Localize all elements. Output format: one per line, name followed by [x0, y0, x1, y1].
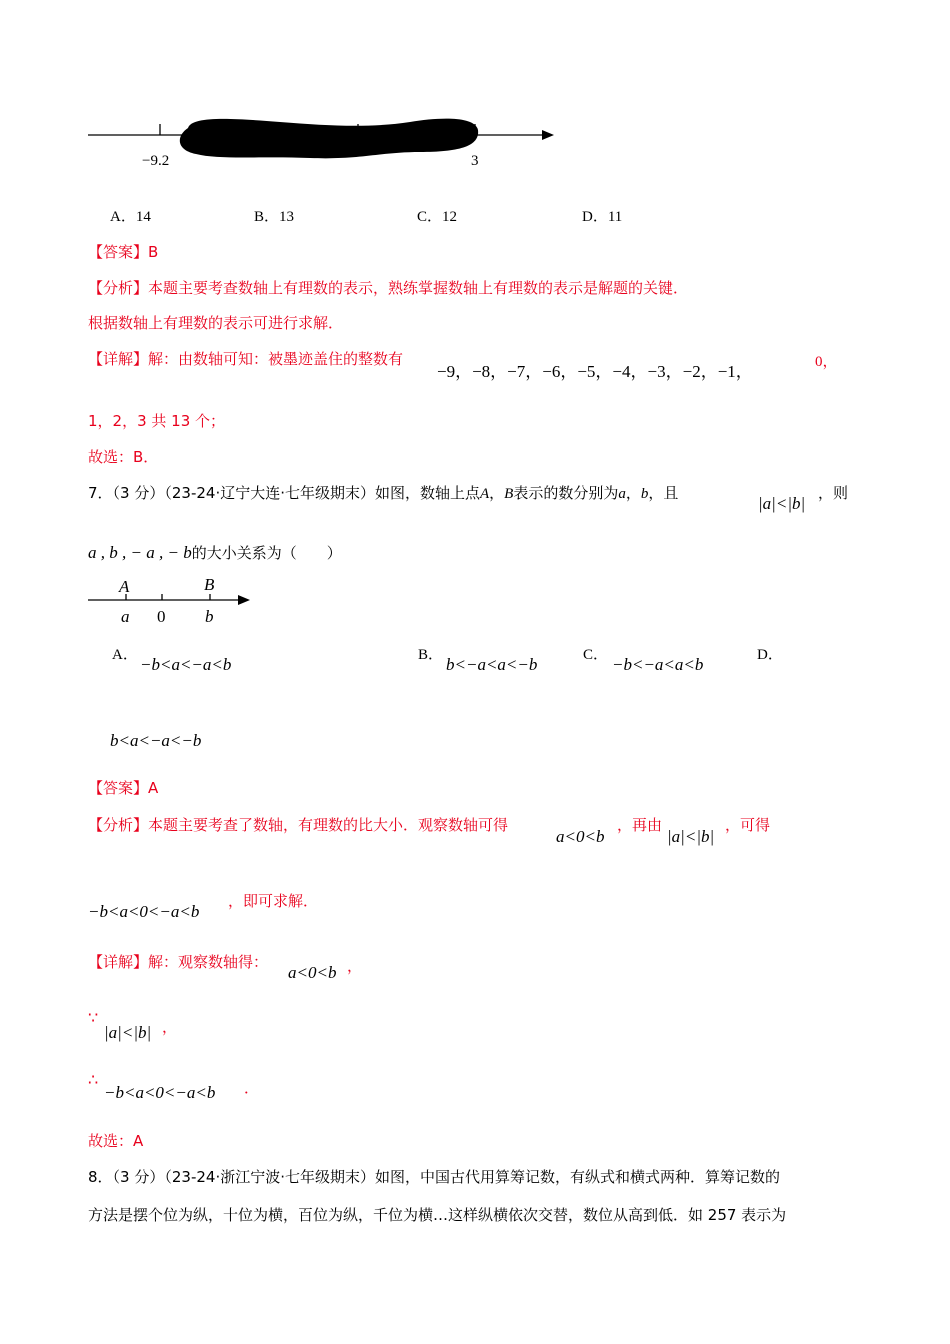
- q7-analysis: 【分析】本题主要考查了数轴，有理数的比大小．观察数轴可得: [88, 816, 509, 834]
- q7-analysis-can: ，可得: [725, 816, 771, 834]
- q6-detail: 【详解】解：由数轴可知：被墨迹盖住的整数有: [88, 350, 404, 368]
- q7-option-c-letter[interactable]: C．: [583, 647, 609, 663]
- q7-label-B: B: [204, 575, 215, 594]
- q7-numberline-figure: [84, 572, 264, 632]
- q7-choose: 故选：A: [88, 1132, 144, 1150]
- q6-detail-zero: 0，: [815, 354, 838, 370]
- q7-analysis-end: ，即可求解．: [228, 892, 319, 910]
- q7-answer: 【答案】A: [88, 779, 159, 797]
- q7-detail: 【详解】解：观察数轴得：: [88, 953, 269, 971]
- q7-detail-math1: a<0<b: [288, 963, 337, 982]
- q6-detail-math: −9，−8，−7，−6，−5，−4，−3，−2，−1，: [437, 362, 753, 381]
- q7-option-a-expr[interactable]: −b<a<−a<b: [140, 655, 232, 674]
- q7-detail-comma1: ，: [347, 959, 363, 975]
- q6-option-d[interactable]: D．11: [582, 209, 623, 225]
- q7-option-b-expr[interactable]: b<−a<a<−b: [446, 655, 538, 674]
- q7-option-a-letter[interactable]: A．: [112, 647, 138, 663]
- q6-label-left: −9.2: [142, 153, 170, 169]
- q7-tick-label-0: 0: [157, 607, 166, 626]
- q7-analysis-math2: |a|<|b|: [667, 827, 715, 846]
- q6-analysis: 【分析】本题主要考查数轴上有理数的表示，熟练掌握数轴上有理数的表示是解题的关键．: [88, 279, 689, 297]
- q7-stem-line2: a , b , − a , − b的大小关系为（ ）: [88, 543, 342, 562]
- q7-label-A: A: [119, 577, 130, 596]
- q6-ink-blot: [180, 119, 478, 159]
- q7-option-c-expr[interactable]: −b<−a<a<b: [612, 655, 704, 674]
- q6-option-a[interactable]: A．14: [110, 209, 151, 225]
- q7-tick-label-a: a: [121, 607, 130, 626]
- therefore-icon: ∴: [88, 1070, 99, 1089]
- q7-stem-line1: 7．（3 分）（23-24·辽宁大连·七年级期末）如图，数轴上点A，B表示的数分别为a，b，且: [88, 484, 679, 502]
- q7-stem-condition: |a|<|b|: [758, 494, 806, 513]
- q7-detail-comma2: ，: [162, 1020, 178, 1036]
- q6-axis-arrow: [542, 130, 554, 140]
- because-icon: ∵: [88, 1008, 99, 1027]
- q8-stem-line2: 方法是摆个位为纵，十位为横，百位为纵，千位为横…这样纵横依次交替，数位从高到低．如 257 表示为: [88, 1206, 787, 1224]
- q7-option-b-letter[interactable]: B．: [418, 647, 444, 663]
- q6-detail-line2: 1，2，3 共 13 个；: [88, 412, 226, 430]
- q7-option-d-expr[interactable]: b<a<−a<−b: [110, 731, 202, 750]
- q7-analysis-math1: a<0<b: [556, 827, 605, 846]
- q6-choose: 故选：B．: [88, 448, 159, 466]
- q6-option-c[interactable]: C．12: [417, 209, 458, 225]
- q7-stem-then: ，则: [818, 484, 849, 502]
- q6-label-right: 3: [471, 153, 479, 169]
- q7-analysis-math3: −b<a<0<−a<b: [88, 902, 200, 921]
- q6-option-b[interactable]: B．13: [254, 209, 295, 225]
- q7-detail-math3: −b<a<0<−a<b: [104, 1083, 216, 1102]
- q7-analysis-again: ，再由: [617, 816, 663, 834]
- q7-axis-arrow: [238, 595, 250, 605]
- q6-numberline-figure: [80, 110, 570, 180]
- q6-analysis-line2: 根据数轴上有理数的表示可进行求解．: [88, 314, 344, 332]
- q7-detail-period: ．: [244, 1081, 260, 1097]
- q7-tick-label-b: b: [205, 607, 214, 626]
- q6-answer: 【答案】B: [88, 243, 159, 261]
- q7-option-d-letter[interactable]: D．: [757, 647, 783, 663]
- q8-stem-line1: 8．（3 分）（23-24·浙江宁波·七年级期末）如图，中国古代用算筹记数，有纵式和横式两种．算筹记数的: [88, 1168, 780, 1186]
- q7-detail-math2: |a|<|b|: [104, 1023, 152, 1042]
